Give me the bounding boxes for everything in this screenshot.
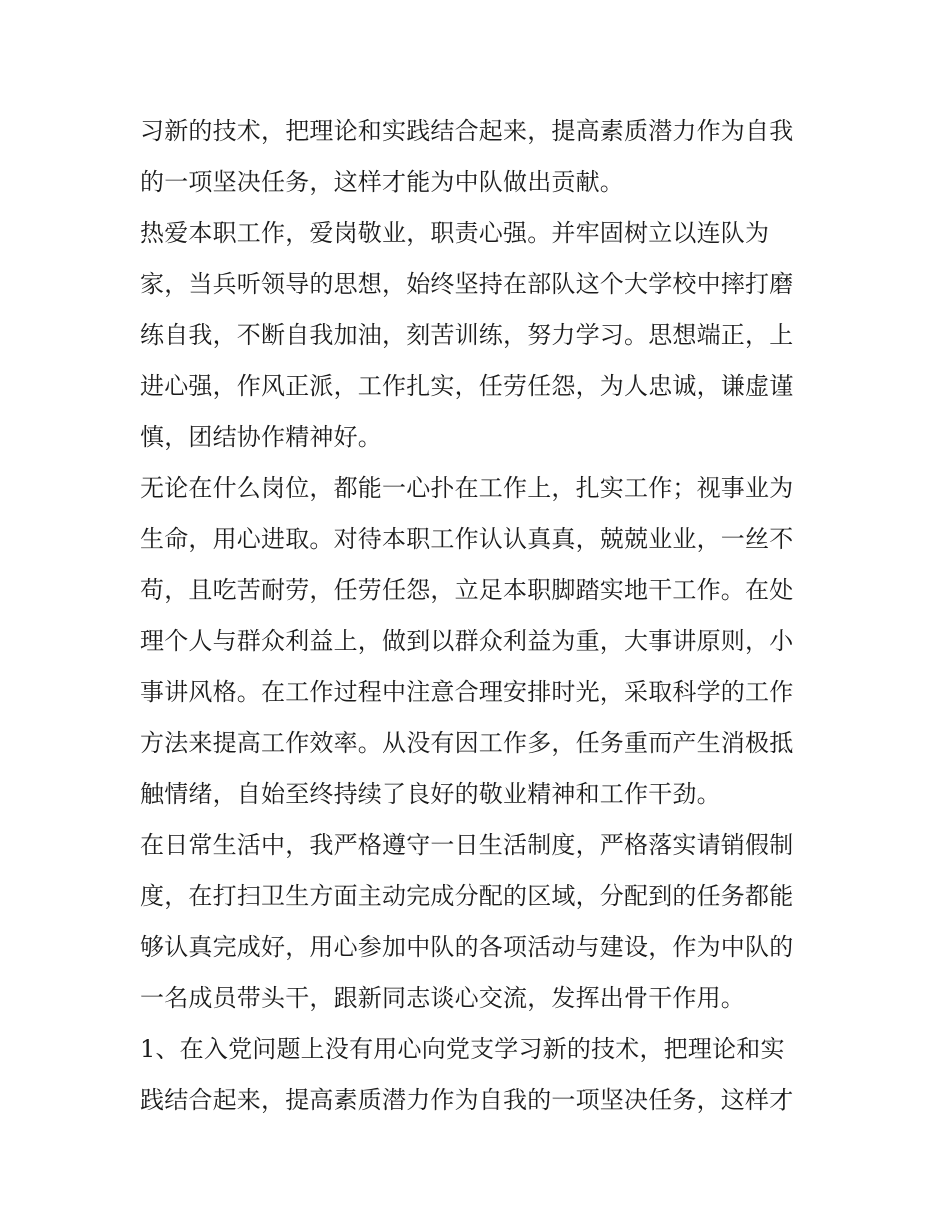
text-line: 在日常生活中，我严格遵守一日生活制度，严格落实请销假制 — [140, 831, 794, 859]
text-line: 家，当兵听领导的思想，始终坚持在部队这个大学校中摔打磨 — [140, 270, 794, 298]
text-line: 的一项坚决任务，这样才能为中队做出贡献。 — [140, 168, 624, 196]
text-line: 习新的技术，把理论和实践结合起来，提高素质潜力作为自我 — [140, 117, 794, 145]
text-line: 生命，用心进取。对待本职工作认认真真，兢兢业业，一丝不 — [140, 525, 794, 553]
text-line: 够认真完成好，用心参加中队的各项活动与建设，作为中队的 — [140, 933, 794, 961]
text-line: 触情绪，自始至终持续了良好的敬业精神和工作干劲。 — [140, 780, 721, 808]
text-line: 1、在入党问题上没有用心向党支学习新的技术，把理论和实 — [140, 1035, 785, 1063]
text-line: 度，在打扫卫生方面主动完成分配的区域，分配到的任务都能 — [140, 882, 794, 910]
text-line: 无论在什么岗位，都能一心扑在工作上，扎实工作；视事业为 — [140, 474, 794, 502]
document-body — [140, 106, 812, 1126]
text-line: 练自我，不断自我加油，刻苦训练，努力学习。思想端正，上 — [140, 321, 794, 349]
text-line: 进心强，作风正派，工作扎实，任劳任怨，为人忠诚，谦虚谨 — [140, 372, 794, 400]
text-line: 慎，团结协作精神好。 — [140, 423, 382, 451]
text-line: 践结合起来，提高素质潜力作为自我的一项坚决任务，这样才 — [140, 1086, 794, 1114]
text-line: 一名成员带头干，跟新同志谈心交流，发挥出骨干作用。 — [140, 984, 745, 1012]
text-line: 事讲风格。在工作过程中注意合理安排时光，采取科学的工作 — [140, 678, 794, 706]
text-line: 热爱本职工作，爱岗敬业，职责心强。并牢固树立以连队为 — [140, 219, 770, 247]
text-line: 苟，且吃苦耐劳，任劳任怨，立足本职脚踏实地干工作。在处 — [140, 576, 794, 604]
text-line: 理个人与群众利益上，做到以群众利益为重，大事讲原则，小 — [140, 627, 794, 655]
text-line: 方法来提高工作效率。从没有因工作多，任务重而产生消极抵 — [140, 729, 794, 757]
